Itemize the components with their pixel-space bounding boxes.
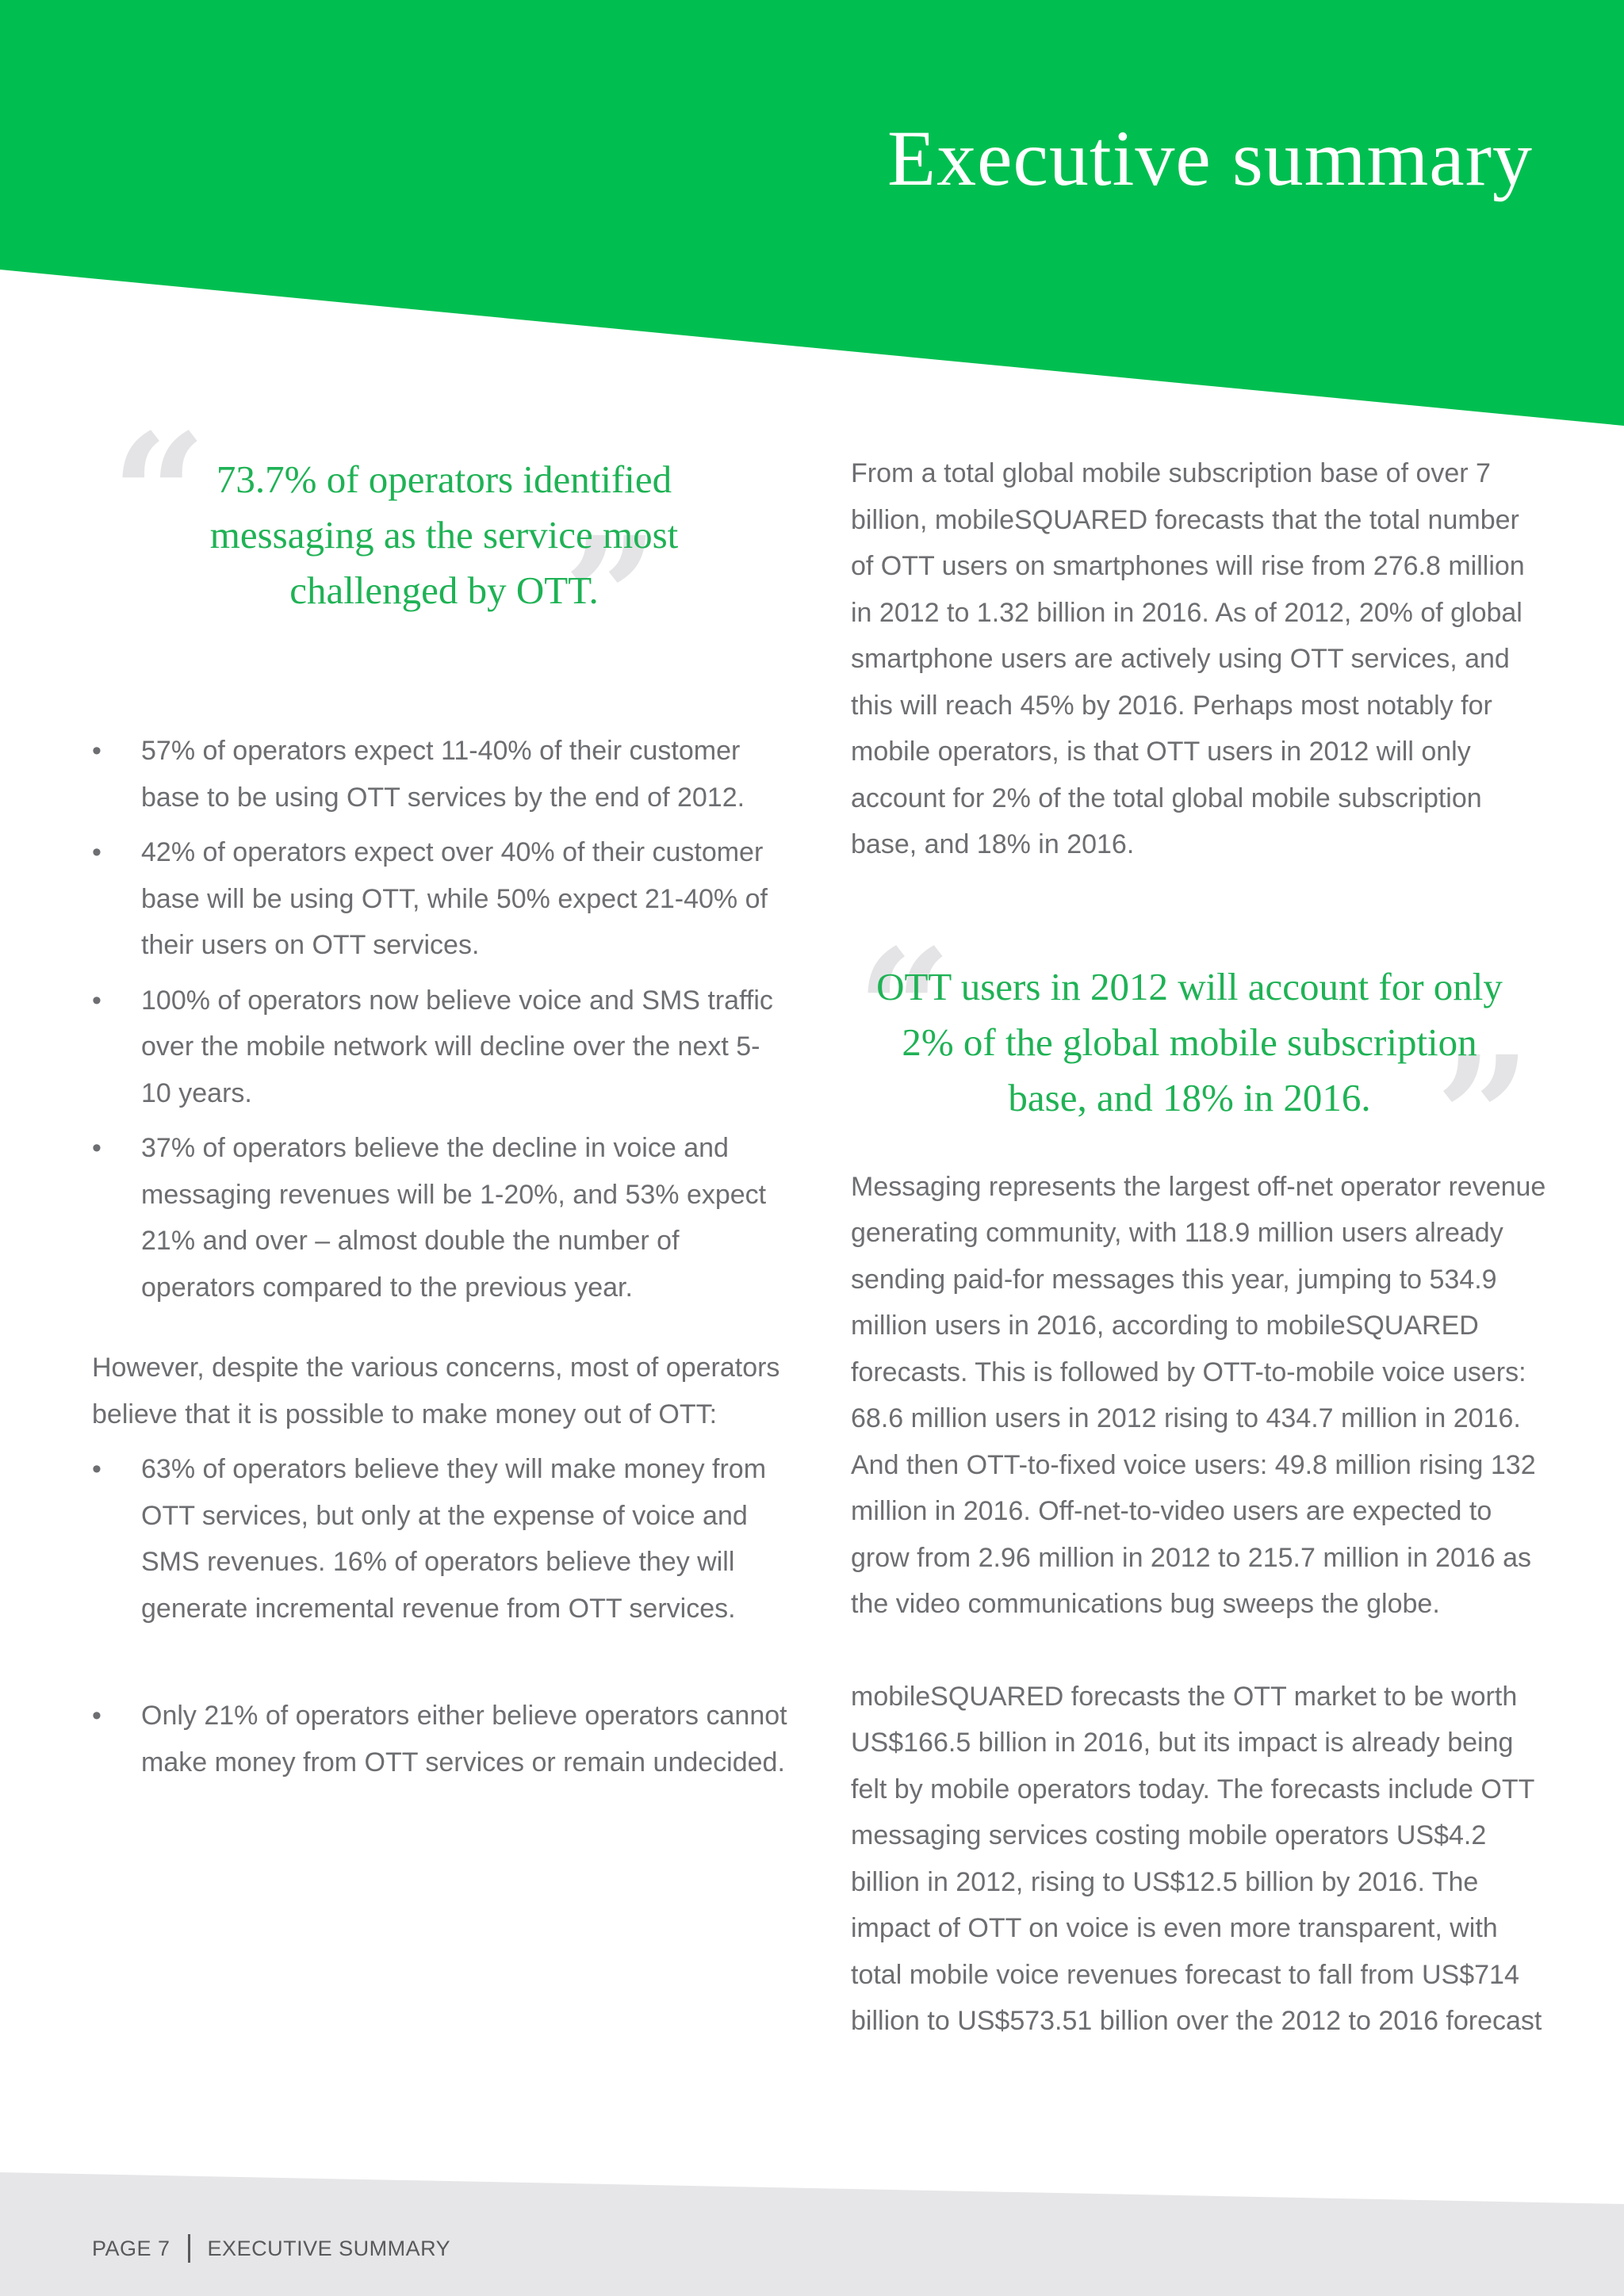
- close-quote-icon: ”: [1435, 1020, 1531, 1215]
- concerns-paragraph: However, despite the various concerns, most of operators believe that it is possible to make money out of OTT:: [92, 1353, 780, 1429]
- list-item: • 57% of operators expect 11-40% of their customer base to be using OTT services by the end of 2012.: [92, 728, 790, 821]
- header-band-shape: [0, 0, 1624, 426]
- open-quote-icon: “: [111, 397, 207, 593]
- money-beliefs-list: [92, 1446, 790, 1785]
- pull-quote-ott-users: [856, 913, 1531, 1215]
- operator-expectations-list: [92, 728, 790, 1311]
- section-name: EXECUTIVE SUMMARY: [207, 2237, 451, 2260]
- pull-quote-text: 73.7% of operators identified messaging as the service most challenged by OTT.: [209, 457, 679, 612]
- open-quote-icon: “: [856, 913, 952, 1108]
- list-item: • 63% of operators believe they will make money from OTT services, but only at the expense of voice and SMS revenues. 16% of operators believe they will generate incremental revenue from OTT services.: [92, 1446, 790, 1632]
- pull-quote-text: OTT users in 2012 will account for only 2% of the global mobile subscription base, and 18% in 2016.: [876, 965, 1503, 1119]
- messaging-paragraph: Messaging represents the largest off-net operator revenue generating community, with 118.9 million users already sending paid-for messages this year, jumping to 534.9 million users in 2016, according to mobileSQUARED forecasts. This is followed by OTT-to-mobile voice users: 68.6 million users in 2012 rising to 434.7 million in 2016. And then OTT-to-fixed voice users: 49.8 million rising 132 million in 2016. Off-net-to-video users are expected to grow from 2.96 million in 2012 to 215.7 million in 2016 as the video communications bug sweeps the globe.: [851, 1171, 1546, 1619]
- right-column: [851, 450, 1549, 2045]
- page-footer: [92, 2234, 450, 2263]
- close-quote-icon: ”: [563, 500, 659, 696]
- market-forecast-paragraph: mobileSQUARED forecasts the OTT market to be worth US$166.5 billion in 2016, but its impact is already being felt by mobile operators today. The forecasts include OTT messaging services costing mobile operators US$4.2 billion in 2012, rising to US$12.5 billion by 2016. The impact of OTT on voice is even more transparent, with total mobile voice revenues forecast to fall from US$714 billion to US$573.51 billion over the 2012 to 2016 forecast: [851, 1681, 1542, 2036]
- subscription-paragraph: From a total global mobile subscription base of over 7 billion, mobileSQUARED forecasts that the total number of OTT users on smartphones will rise from 276.8 million in 2012 to 1.32 billion in 2016. As of 2012, 20% of global smartphone users are actively using OTT services, and this will reach 45% by 2016. Perhaps most notably for mobile operators, is that OTT users in 2012 will only account for 2% of the total global mobile subscription base, and 18% in 2016.: [851, 458, 1525, 859]
- list-item: • 42% of operators expect over 40% of their customer base will be using OTT, while 50% expect 21-40% of their users on OTT services.: [92, 829, 790, 969]
- page-number: PAGE 7: [92, 2237, 170, 2260]
- list-item: • 100% of operators now believe voice and SMS traffic over the mobile network will decline over the next 5-10 years.: [92, 978, 790, 1117]
- page-title: Executive summary: [887, 114, 1533, 202]
- header-band: [0, 0, 1624, 428]
- left-column: [92, 728, 790, 1785]
- list-item: • Only 21% of operators either believe operators cannot make money from OTT services or remain undecided.: [92, 1693, 790, 1785]
- pull-quote-operators: [111, 397, 745, 696]
- list-item: • 37% of operators believe the decline in voice and messaging revenues will be 1-20%, and 53% expect 21% and over – almost double the number of operators compared to the previous year.: [92, 1125, 790, 1311]
- footer-divider: [188, 2234, 190, 2263]
